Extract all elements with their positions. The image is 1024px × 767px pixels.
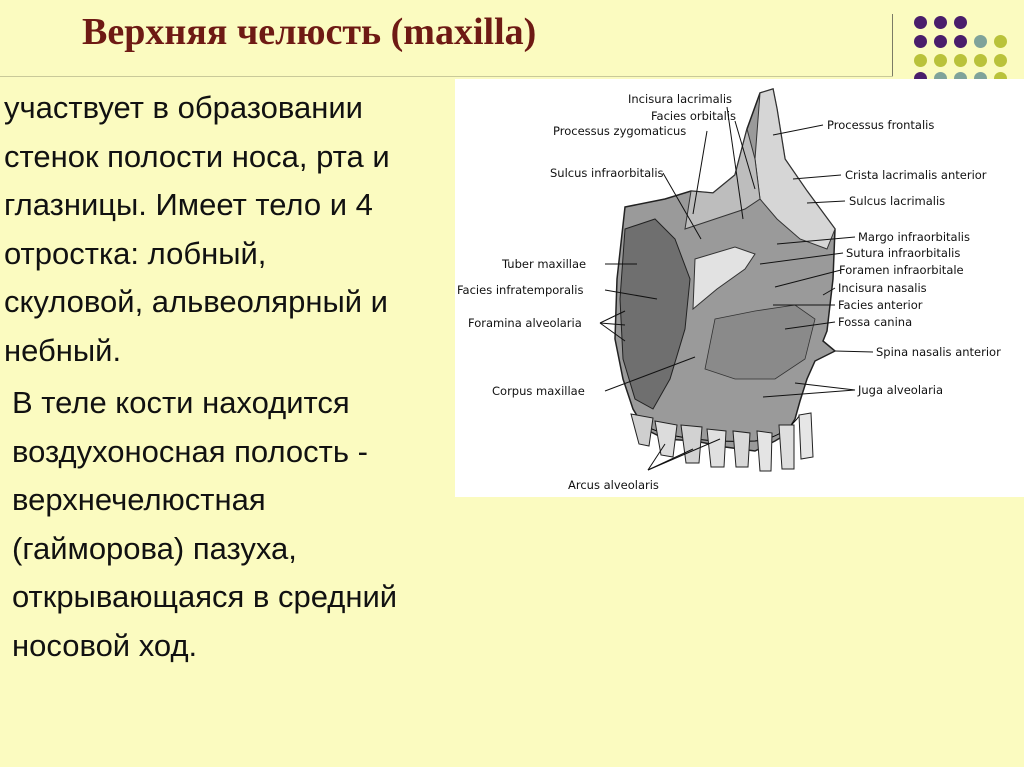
dot (954, 35, 967, 48)
label-incisura-lacrimalis: Incisura lacrimalis (628, 92, 733, 106)
paragraph-description (4, 84, 474, 375)
slide-title: Верхняя челюсть (maxilla) (82, 11, 537, 53)
text-line: открывающаяся в средний (12, 579, 398, 614)
label-incisura-nasalis: Incisura nasalis (838, 281, 927, 295)
text-line: воздухоносная полость - (12, 433, 368, 469)
dot (974, 35, 987, 48)
label-sutura-infraorbitalis: Sutura infraorbitalis (846, 246, 961, 260)
dot (934, 35, 947, 48)
text-line: верхнечелюстная (12, 482, 266, 517)
dot (994, 35, 1007, 48)
label-fossa-canina: Fossa canina (838, 315, 913, 329)
text-line: (гайморова) пазуха, (12, 530, 297, 566)
text-line: В теле кости находится (12, 385, 350, 420)
dot (914, 54, 927, 67)
dot (934, 16, 947, 29)
label-facies-orbitalis: Facies orbitalis (651, 109, 737, 123)
label-corpus-maxillae: Corpus maxillae (492, 384, 585, 398)
label-arcus-alveolaris: Arcus alveolaris (568, 478, 659, 492)
label-juga-alveolaria: Juga alveolaria (858, 383, 944, 397)
label-crista-lacrimalis-anterior: Crista lacrimalis anterior (845, 168, 987, 182)
label-sulcus-infraorbitalis: Sulcus infraorbitalis (550, 166, 664, 180)
text-line: носовой ход. (12, 627, 198, 663)
dot (934, 54, 947, 67)
label-processus-zygomaticus: Processus zygomaticus (553, 124, 687, 138)
label-sulcus-lacrimalis: Sulcus lacrimalis (849, 194, 946, 208)
text-line: скуловой, альвеолярный и (4, 284, 388, 319)
label-foramen-infraorbitale: Foramen infraorbitale (839, 263, 964, 277)
text-line: стенок полости носа, рта и (4, 138, 390, 174)
dot (954, 54, 967, 67)
maxilla-illustration (455, 79, 1024, 497)
label-tuber-maxillae: Tuber maxillae (502, 257, 587, 271)
maxilla-diagram (455, 79, 1024, 497)
title-divider-vertical (892, 14, 893, 76)
dot (914, 16, 927, 29)
label-spina-nasalis-anterior: Spina nasalis anterior (876, 345, 1001, 359)
label-processus-frontalis: Processus frontalis (827, 118, 935, 132)
text-line: отростка: лобный, (4, 235, 267, 271)
dot (954, 16, 967, 29)
body-text (4, 84, 474, 670)
title-divider-horizontal (0, 76, 893, 77)
text-line: глазницы. Имеет тело и 4 (4, 187, 373, 222)
dot (974, 54, 987, 67)
label-facies-infratemporalis: Facies infratemporalis (457, 283, 584, 297)
text-line: небный. (4, 332, 122, 368)
label-margo-infraorbitalis: Margo infraorbitalis (858, 230, 970, 244)
text-line: участвует в образовании (4, 90, 363, 125)
dot (994, 54, 1007, 67)
label-facies-anterior: Facies anterior (838, 298, 923, 312)
label-foramina-alveolaria: Foramina alveolaria (468, 316, 582, 330)
paragraph-sinus (4, 379, 474, 670)
dot (914, 35, 927, 48)
decorative-dot-grid (912, 14, 1024, 78)
